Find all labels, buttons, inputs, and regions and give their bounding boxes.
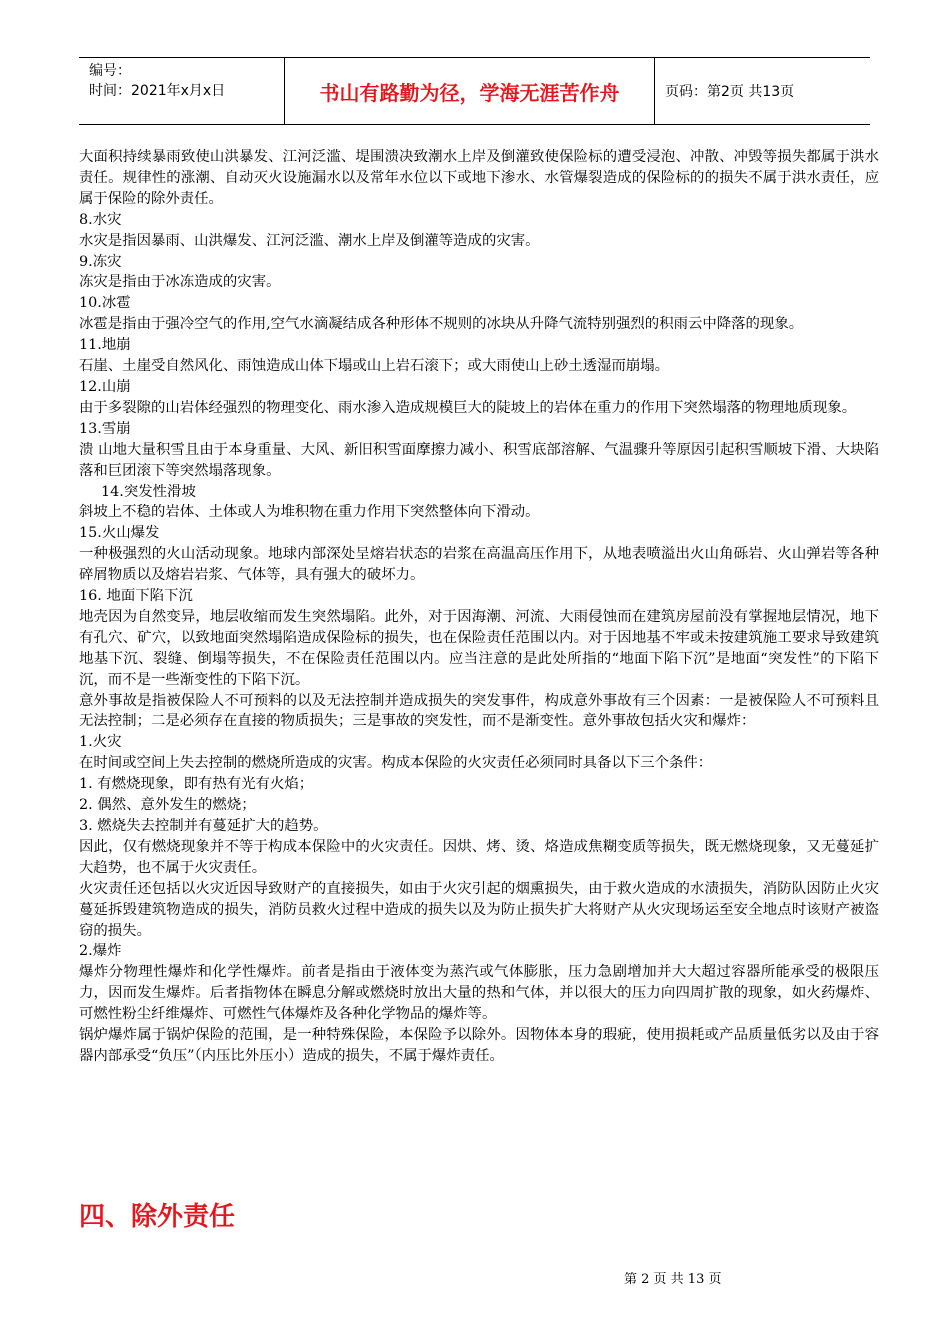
paragraph: 石崖、土崖受自然风化、雨蚀造成山体下塌或山上岩石滚下；或大雨使山上砂土透湿而崩塌。 — [79, 358, 670, 375]
list-item: 2. 偶然、意外发生的燃烧； — [79, 797, 256, 814]
heading-hail: 10.冰雹 — [79, 295, 131, 312]
page-footer: 第 2 页 共 13 页 — [624, 1272, 722, 1287]
heading-sudden-slide: 14.突发性滑坡 — [101, 483, 196, 500]
document-time: 时间：2021年x月x日 — [89, 83, 226, 99]
paragraph: 因此，仅有燃烧现象并不等于构成本保险中的火灾责任。因烘、烤、烫、烙造成焦糊变质等损失，既无燃烧现象，又无蔓延扩大趋势，也不属于火灾责任。 — [79, 838, 879, 876]
list-item: 3. 燃烧失去控制并有蔓延扩大的趋势。 — [79, 818, 328, 834]
header-page-info: 页码：第2页 共13页 — [665, 84, 795, 100]
paragraph: 水灾是指因暴雨、山洪爆发、江河泛滥、潮水上岸及倒灌等造成的灾害。 — [79, 232, 540, 249]
page-header — [79, 57, 870, 125]
paragraph: 大面积持续暴雨致使山洪暴发、江河泛滥、堤围溃决致潮水上岸及倒灌致使保险标的遭受浸泡、冲散、冲毁等损失都属于洪水责任。规律性的涨潮、自动灭火设施漏水以及常年水位以下或地下渗水、水管爆裂造成的保险标的的损失不属于洪水责任，应属于保险的除外责任。 — [79, 149, 879, 207]
heading-ground-collapse: 11.地崩 — [79, 337, 131, 354]
paragraph: 意外事故是指被保险人不可预料的以及无法控制并造成损失的突发事件，构成意外事故有三个因素：一是被保险人不可预料且无法控制；二是必须存在直接的物质损失；三是事故的突发性，而不是渐变性。意外事故包括火灾和爆炸： — [79, 692, 879, 730]
header-meta — [79, 58, 285, 124]
heading-fire: 1.火灾 — [79, 734, 122, 751]
heading-volcano: 15.火山爆发 — [79, 525, 160, 542]
paragraph: 火灾责任还包括以火灾近因导致财产的直接损失，如由于火灾引起的烟熏损失，由于救火造成的水渍损失，消防队因防止火灾蔓延拆毁建筑物造成的损失，消防员救火过程中造成的损失以及为防止损失扩大将财产从火灾现场运至安全地点时该财产被盗窃的损失。 — [79, 880, 879, 939]
paragraph: 溃 山地大量积雪且由于本身重量、大风、新旧积雪面摩擦力减小、积雪底部溶解、气温骤升等原因引起积雪顺坡下滑、大块陷落和巨团滚下等突然塌落现象。 — [79, 441, 879, 479]
paragraph: 冰雹是指由于强冷空气的作用,空气水滴凝结成各种形体不规则的冰块从升降气流特别强烈的积雨云中降落的现象。 — [79, 316, 804, 333]
heading-explosion: 2.爆炸 — [79, 943, 122, 960]
section-title: 四、除外责任 — [79, 1202, 236, 1232]
paragraph: 锅炉爆炸属于锅炉保险的范围，是一种特殊保险，本保险予以除外。因物体本身的瑕疵，使用损耗或产品质量低劣以及由于容器内部承受“负压”（内压比外压小）造成的损失，不属于爆炸责任。 — [79, 1027, 879, 1064]
heading-water-disaster: 8.水灾 — [79, 211, 122, 228]
list-item: 1. 有燃烧现象，即有热有光有火焰； — [79, 776, 314, 793]
document-number-label: 编号： — [89, 63, 131, 79]
paragraph: 由于多裂隙的山岩体经强烈的物理变化、雨水渗入造成规模巨大的陡坡上的岩体在重力的作用下突然塌落的物理地质现象。 — [79, 399, 857, 416]
heading-landslide: 12.山崩 — [79, 378, 131, 395]
header-motto: 书山有路勤为径，学海无涯苦作舟 — [285, 58, 655, 124]
document-body — [79, 147, 879, 1067]
paragraph: 斜坡上不稳的岩体、土体或人为堆积物在重力作用下突然整体向下滑动。 — [79, 504, 540, 521]
paragraph: 冻灾是指由于冰冻造成的灾害。 — [79, 274, 281, 291]
paragraph: 爆炸分物理性爆炸和化学性爆炸。前者是指由于液体变为蒸汽或气体膨胀，压力急剧增加并大大超过容器所能承受的极限压力，因而发生爆炸。后者指物体在瞬息分解或燃烧时放出大量的热和气体，并以很大的压力向四周扩散的现象，如火药爆炸、可燃性粉尘纤维爆炸、可燃性气体爆炸及各种化学物品的爆炸等。 — [79, 964, 879, 1023]
heading-avalanche: 13.雪崩 — [79, 420, 131, 437]
paragraph: 一种极强烈的火山活动现象。地球内部深处呈熔岩状态的岩浆在高温高压作用下，从地表喷溢出火山角砾岩、火山弹岩等各种碎屑物质以及熔岩岩浆、气体等，具有强大的破坏力。 — [79, 546, 879, 584]
paragraph: 在时间或空间上失去控制的燃烧所造成的灾害。构成本保险的火灾责任必须同时具备以下三个条件： — [79, 755, 713, 772]
paragraph: 地壳因为自然变异，地层收缩而发生突然塌陷。此外，对于因海潮、河流、大雨侵蚀而在建筑房屋前没有掌握地层情况，地下有孔穴、矿穴，以致地面突然塌陷造成保险标的损失，也在保险责任范围以内。对于因地基不牢或未按建筑施工要求导致建筑地基下沉、裂缝、倒塌等损失，不在保险责任范围以内。应当注意的是此处所指的“地面下陷下沉”是地面“突发性”的下陷下沉，而不是一些渐变性的下陷下沉。 — [79, 608, 879, 688]
heading-freeze-disaster: 9.冻灾 — [79, 253, 122, 270]
heading-subsidence: 16. 地面下陷下沉 — [79, 588, 193, 605]
